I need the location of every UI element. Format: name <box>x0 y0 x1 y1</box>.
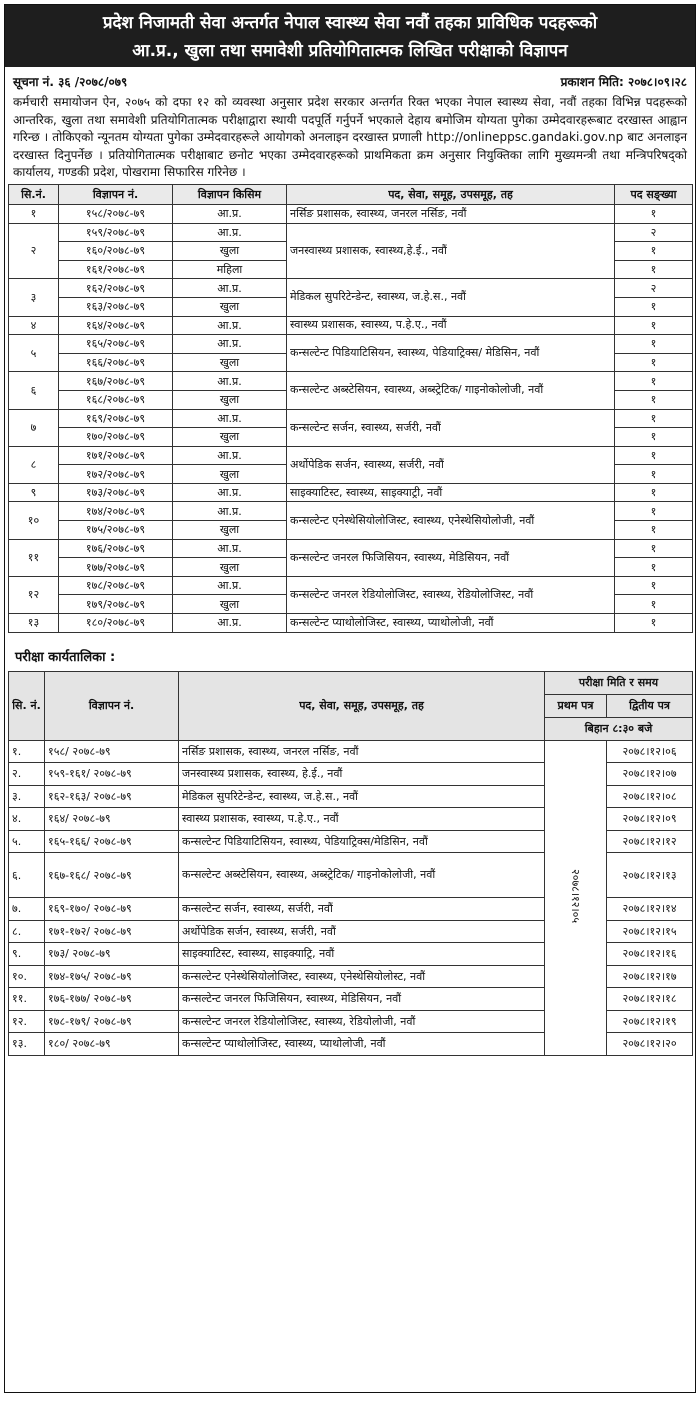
vacancy-sn: १२ <box>9 576 59 613</box>
schedule-sn: ६. <box>9 853 45 898</box>
vacancy-sn: ११ <box>9 539 59 576</box>
vacancy-sn: ४ <box>9 316 59 335</box>
vacancy-count: १ <box>615 576 693 595</box>
schedule-ad-no: १६२-१६३/ २०७८-७९ <box>45 785 179 808</box>
sched-header-time: बिहान ८:३० बजे <box>545 717 693 740</box>
schedule-second-paper-date: २०७८।१२।१९ <box>607 1010 693 1033</box>
vacancy-table <box>8 184 693 633</box>
vacancy-row <box>9 446 693 465</box>
vacancy-ad-no: १६५/२०७८-७९ <box>59 335 173 354</box>
vacancy-ad-type: आ.प्र. <box>173 223 287 242</box>
vacancy-ad-no: १५९/२०७८-७९ <box>59 223 173 242</box>
schedule-ad-no: १७८-१७९/ २०७८-७९ <box>45 1010 179 1033</box>
schedule-post: कन्सल्टेन्ट अब्स्टेसियन, स्वास्थ्य, अब्स्ट्रेटिक/ गाइनोकोलोजी, नवौं <box>179 853 545 898</box>
vacancy-count: १ <box>615 521 693 540</box>
vacancy-body <box>9 204 693 632</box>
vacancy-ad-type: आ.प्र. <box>173 372 287 391</box>
vacancy-post: कन्सल्टेन्ट जनरल रेडियोलोजिस्ट, स्वास्थ्य, रेडियोलोजिस्ट, नवौं <box>287 576 615 613</box>
vacancy-ad-no: १७६/२०७८-७९ <box>59 539 173 558</box>
vacancy-ad-no: १६४/२०७८-७९ <box>59 316 173 335</box>
vacancy-ad-no: १६८/२०७८-७९ <box>59 390 173 409</box>
vacancy-ad-no: १६१/२०७८-७९ <box>59 260 173 279</box>
schedule-second-paper-date: २०७८।१२।१४ <box>607 898 693 921</box>
schedule-post: कन्सल्टेन्ट एनेस्थेसियोलोजिस्ट, स्वास्थ्य, एनेस्थेसियोलोस्ट, नवौं <box>179 965 545 988</box>
schedule-post: कन्सल्टेन्ट पिडियाटिसियन, स्वास्थ्य, पेडियाट्रिक्स/मेडिसिन, नवौं <box>179 830 545 853</box>
schedule-ad-no: १६७-१६८/ २०७८-७९ <box>45 853 179 898</box>
schedule-sn: २. <box>9 763 45 786</box>
vacancy-row <box>9 539 693 558</box>
vacancy-ad-no: १७०/२०७८-७९ <box>59 428 173 447</box>
vacancy-count: १ <box>615 335 693 354</box>
vacancy-ad-no: १६३/२०७८-७९ <box>59 297 173 316</box>
vacancy-count: २ <box>615 279 693 298</box>
schedule-sn: ७. <box>9 898 45 921</box>
vacancy-ad-type: खुला <box>173 558 287 577</box>
vacancy-ad-no: १६६/२०७८-७९ <box>59 353 173 372</box>
sched-header-ad-no: विज्ञापन नं. <box>45 671 179 740</box>
schedule-second-paper-date: २०७८।१२।०९ <box>607 808 693 831</box>
vacancy-ad-no: १६७/२०७८-७९ <box>59 372 173 391</box>
vacancy-count: १ <box>615 353 693 372</box>
col-header-post: पद, सेवा, समूह, उपसमूह, तह <box>287 184 615 204</box>
schedule-post: जनस्वास्थ्य प्रशासक, स्वास्थ्य, हे.ई., नवौं <box>179 763 545 786</box>
schedule-post: स्वास्थ्य प्रशासक, स्वास्थ्य, प.हे.ए., नवौं <box>179 808 545 831</box>
sched-header-post: पद, सेवा, समूह, उपसमूह, तह <box>179 671 545 740</box>
advertisement-page <box>4 4 696 1393</box>
vacancy-post: कन्सल्टेन्ट सर्जन, स्वास्थ्य, सर्जरी, नवौं <box>287 409 615 446</box>
schedule-body <box>9 740 693 1055</box>
vacancy-ad-type: आ.प्र. <box>173 539 287 558</box>
schedule-ad-no: १६९-१७०/ २०७८-७९ <box>45 898 179 921</box>
vacancy-post: कन्सल्टेन्ट एनेस्थेसियोलोजिस्ट, स्वास्थ्य, एनेस्थेसियोलोजी, नवौं <box>287 502 615 539</box>
vacancy-count: १ <box>615 465 693 484</box>
intro-paragraph: कर्मचारी समायोजन ऐन, २०७५ को दफा १२ को व्यवस्था अनुसार प्रदेश सरकार अन्तर्गत रिक्त भएका नेपाल स्वास्थ्य सेवा, नवौं तहका विभिन्न पदहरूको आन्तरिक, खुला तथा समावेशी प्रतियोगितात्मक परीक्षाद्वारा स्थायी पदपूर्ति गर्नुपर्ने भएकाले देहाय बमोजिम योग्यता पुगेका उम्मेदवारहरूबाट दरखास्त आह्वान गरिन्छ । तोकिएको न्यूनतम योग्यता पुगेका उम्मेदवारहरूले आयोगको अनलाइन दरखास्त प्रणाली http://onlineppsc.gandaki.gov.np बाट अनलाइन दरखास्त दिनुपर्नेछ । प्रतियोगितात्मक परीक्षाबाट छनोट भएका उम्मेदवारहरूको प्राथमिकता क्रम अनुसार नियुक्तिका लागि मुख्यमन्त्री तथा मन्त्रिपरिषद्को कार्यालय, गण्डकी प्रदेश, पोखरामा सिफारिस गरिनेछ । <box>13 95 687 180</box>
vacancy-count: १ <box>615 428 693 447</box>
vacancy-ad-type: खुला <box>173 521 287 540</box>
schedule-ad-no: १६४/ २०७८-७९ <box>45 808 179 831</box>
vacancy-ad-no: १७३/२०७८-७९ <box>59 483 173 502</box>
vacancy-post: अर्थोपेडिक सर्जन, स्वास्थ्य, सर्जरी, नवौं <box>287 446 615 483</box>
vacancy-ad-type: आ.प्र. <box>173 483 287 502</box>
publication-date: प्रकाशन मिति: २०७८।०९।२८ <box>560 75 687 89</box>
vacancy-ad-no: १७९/२०७८-७९ <box>59 595 173 614</box>
schedule-header-row-1 <box>9 671 693 694</box>
schedule-post: कन्सल्टेन्ट सर्जन, स्वास्थ्य, सर्जरी, नवौं <box>179 898 545 921</box>
vacancy-ad-type: आ.प्र. <box>173 614 287 633</box>
vacancy-ad-no: १८०/२०७८-७९ <box>59 614 173 633</box>
schedule-ad-no: १६५-१६६/ २०७८-७९ <box>45 830 179 853</box>
schedule-ad-no: १७४-१७५/ २०७८-७९ <box>45 965 179 988</box>
col-header-ad-type: विज्ञापन किसिम <box>173 184 287 204</box>
vacancy-ad-type: महिला <box>173 260 287 279</box>
vacancy-post: कन्सल्टेन्ट पिडियाटिसियन, स्वास्थ्य, पेडियाट्रिक्स/ मेडिसिन, नवौं <box>287 335 615 372</box>
schedule-second-paper-date: २०७८।१२।१३ <box>607 853 693 898</box>
schedule-post: कन्सल्टेन्ट प्याथोलोजिस्ट, स्वास्थ्य, प्याथोलोजी, नवौं <box>179 1033 545 1056</box>
schedule-sn: ९. <box>9 943 45 966</box>
vacancy-count: १ <box>615 614 693 633</box>
vacancy-ad-type: खुला <box>173 390 287 409</box>
schedule-second-paper-date: २०७८।१२।१७ <box>607 965 693 988</box>
sched-header-paper2: द्वितीय पत्र <box>607 694 693 717</box>
first-paper-date: २०७८।१२।०५ <box>569 869 582 924</box>
vacancy-sn: १३ <box>9 614 59 633</box>
vacancy-post: नर्सिङ प्रशासक, स्वास्थ्य, जनरल नर्सिङ, नवौं <box>287 204 615 223</box>
vacancy-count: १ <box>615 558 693 577</box>
vacancy-ad-no: १७१/२०७८-७९ <box>59 446 173 465</box>
vacancy-sn: ८ <box>9 446 59 483</box>
vacancy-ad-type: खुला <box>173 595 287 614</box>
col-header-count: पद सङ्ख्या <box>615 184 693 204</box>
vacancy-count: २ <box>615 223 693 242</box>
sched-header-sn: सि. नं. <box>9 671 45 740</box>
vacancy-sn: १ <box>9 204 59 223</box>
vacancy-ad-no: १७८/२०७८-७९ <box>59 576 173 595</box>
vacancy-count: १ <box>615 595 693 614</box>
vacancy-count: १ <box>615 297 693 316</box>
vacancy-sn: १० <box>9 502 59 539</box>
vacancy-count: १ <box>615 316 693 335</box>
schedule-sn: ४. <box>9 808 45 831</box>
schedule-sn: १३. <box>9 1033 45 1056</box>
vacancy-row <box>9 204 693 223</box>
vacancy-ad-no: १७५/२०७८-७९ <box>59 521 173 540</box>
schedule-second-paper-date: २०७८।१२।२० <box>607 1033 693 1056</box>
vacancy-header-row <box>9 184 693 204</box>
vacancy-sn: ३ <box>9 279 59 316</box>
vacancy-ad-type: आ.प्र. <box>173 279 287 298</box>
vacancy-ad-type: खुला <box>173 353 287 372</box>
schedule-table <box>8 671 693 1056</box>
vacancy-post: जनस्वास्थ्य प्रशासक, स्वास्थ्य,हे.ई., नवौं <box>287 223 615 279</box>
vacancy-post: कन्सल्टेन्ट अब्स्टेसियन, स्वास्थ्य, अब्स्ट्रेटिक/ गाइनोकोलोजी, नवौं <box>287 372 615 409</box>
schedule-sn: ५. <box>9 830 45 853</box>
schedule-ad-no: १७३/ २०७८-७९ <box>45 943 179 966</box>
schedule-sn: १०. <box>9 965 45 988</box>
vacancy-row <box>9 279 693 298</box>
schedule-second-paper-date: २०७८।१२।१२ <box>607 830 693 853</box>
schedule-ad-no: १५८/ २०७८-७९ <box>45 740 179 763</box>
vacancy-post: कन्सल्टेन्ट जनरल फिजिसियन, स्वास्थ्य, मेडिसियन, नवौं <box>287 539 615 576</box>
vacancy-ad-no: १६९/२०७८-७९ <box>59 409 173 428</box>
vacancy-row <box>9 614 693 633</box>
vacancy-count: १ <box>615 260 693 279</box>
vacancy-post: कन्सल्टेन्ट प्याथोलोजिस्ट, स्वास्थ्य, प्याथोलोजी, नवौं <box>287 614 615 633</box>
notice-number: सूचना नं. ३६ /२०७८/०७९ <box>13 75 128 89</box>
schedule-post: अर्थोपेडिक सर्जन, स्वास्थ्य, सर्जरी, नवौं <box>179 920 545 943</box>
vacancy-ad-no: १६०/२०७८-७९ <box>59 242 173 261</box>
vacancy-row <box>9 223 693 242</box>
schedule-sn: ३. <box>9 785 45 808</box>
vacancy-ad-type: खुला <box>173 297 287 316</box>
vacancy-ad-no: १५८/२०७८-७९ <box>59 204 173 223</box>
vacancy-row <box>9 372 693 391</box>
schedule-sn: १. <box>9 740 45 763</box>
vacancy-post: मेडिकल सुपरिटेन्डेन्ट, स्वास्थ्य, ज.हे.स., नवौं <box>287 279 615 316</box>
vacancy-sn: ६ <box>9 372 59 409</box>
vacancy-ad-type: आ.प्र. <box>173 576 287 595</box>
schedule-post: साइक्याटिस्ट, स्वास्थ्य, साइक्याट्रि, नवौं <box>179 943 545 966</box>
schedule-sn: ८. <box>9 920 45 943</box>
first-paper-date-cell <box>545 740 607 1055</box>
vacancy-row <box>9 316 693 335</box>
vacancy-sn: ७ <box>9 409 59 446</box>
header-line-2: आ.प्र., खुला तथा समावेशी प्रतियोगितात्मक लिखित परीक्षाको विज्ञापन <box>132 41 568 61</box>
vacancy-ad-no: १७२/२०७८-७९ <box>59 465 173 484</box>
schedule-second-paper-date: २०७८।१२।१८ <box>607 988 693 1011</box>
vacancy-count: १ <box>615 409 693 428</box>
vacancy-ad-type: खुला <box>173 242 287 261</box>
vacancy-count: १ <box>615 502 693 521</box>
vacancy-ad-type: आ.प्र. <box>173 446 287 465</box>
schedule-ad-no: १७६-१७७/ २०७८-७९ <box>45 988 179 1011</box>
schedule-post: कन्सल्टेन्ट जनरल फिजिसियन, स्वास्थ्य, मेडिसियन, नवौं <box>179 988 545 1011</box>
vacancy-ad-no: १७४/२०७८-७९ <box>59 502 173 521</box>
schedule-title: परीक्षा कार्यतालिका : <box>15 649 116 665</box>
vacancy-ad-type: आ.प्र. <box>173 409 287 428</box>
schedule-second-paper-date: २०७८।१२।१६ <box>607 943 693 966</box>
vacancy-row <box>9 335 693 354</box>
vacancy-count: १ <box>615 390 693 409</box>
vacancy-ad-no: १६२/२०७८-७९ <box>59 279 173 298</box>
vacancy-ad-type: आ.प्र. <box>173 204 287 223</box>
vacancy-row <box>9 483 693 502</box>
vacancy-ad-type: आ.प्र. <box>173 316 287 335</box>
schedule-sn: १२. <box>9 1010 45 1033</box>
vacancy-ad-type: आ.प्र. <box>173 335 287 354</box>
schedule-post: मेडिकल सुपरिटेन्डेन्ट, स्वास्थ्य, ज.हे.स., नवौं <box>179 785 545 808</box>
schedule-second-paper-date: २०७८।१२।०६ <box>607 740 693 763</box>
header-line-1: प्रदेश निजामती सेवा अन्तर्गत नेपाल स्वास्थ्य सेवा नवौं तहका प्राविधिक पदहरूको <box>102 13 598 33</box>
notice-header <box>5 5 695 67</box>
sched-header-datetime: परीक्षा मिति र समय <box>545 671 693 694</box>
vacancy-sn: ९ <box>9 483 59 502</box>
schedule-sn: ११. <box>9 988 45 1011</box>
vacancy-ad-no: १७७/२०७८-७९ <box>59 558 173 577</box>
col-header-ad-no: विज्ञापन नं. <box>59 184 173 204</box>
vacancy-sn: ५ <box>9 335 59 372</box>
vacancy-sn: २ <box>9 223 59 279</box>
vacancy-count: १ <box>615 372 693 391</box>
schedule-row <box>9 740 693 763</box>
vacancy-post: साइक्याटिस्ट, स्वास्थ्य, साइक्याट्री, नवौं <box>287 483 615 502</box>
schedule-ad-no: १७१-१७२/ २०७८-७९ <box>45 920 179 943</box>
vacancy-count: १ <box>615 483 693 502</box>
vacancy-row <box>9 409 693 428</box>
schedule-post: कन्सल्टेन्ट जनरल रेडियोलोजिस्ट, स्वास्थ्य, रेडियोलोजी, नवौं <box>179 1010 545 1033</box>
vacancy-count: १ <box>615 539 693 558</box>
vacancy-row <box>9 576 693 595</box>
col-header-sn: सि.नं. <box>9 184 59 204</box>
vacancy-count: १ <box>615 204 693 223</box>
vacancy-ad-type: खुला <box>173 428 287 447</box>
schedule-post: नर्सिङ प्रशासक, स्वास्थ्य, जनरल नर्सिङ, नवौं <box>179 740 545 763</box>
schedule-second-paper-date: २०७८।१२।१५ <box>607 920 693 943</box>
sched-header-paper1: प्रथम पत्र <box>545 694 607 717</box>
schedule-ad-no: १५९-१६१/ २०७८-७९ <box>45 763 179 786</box>
vacancy-count: १ <box>615 446 693 465</box>
schedule-second-paper-date: २०७८।१२।०७ <box>607 763 693 786</box>
vacancy-ad-type: खुला <box>173 465 287 484</box>
vacancy-count: १ <box>615 242 693 261</box>
vacancy-row <box>9 502 693 521</box>
notice-meta <box>5 67 695 90</box>
vacancy-post: स्वास्थ्य प्रशासक, स्वास्थ्य, प.हे.ए., नवौं <box>287 316 615 335</box>
schedule-second-paper-date: २०७८।१२।०८ <box>607 785 693 808</box>
schedule-ad-no: १८०/ २०७८-७९ <box>45 1033 179 1056</box>
vacancy-ad-type: आ.प्र. <box>173 502 287 521</box>
